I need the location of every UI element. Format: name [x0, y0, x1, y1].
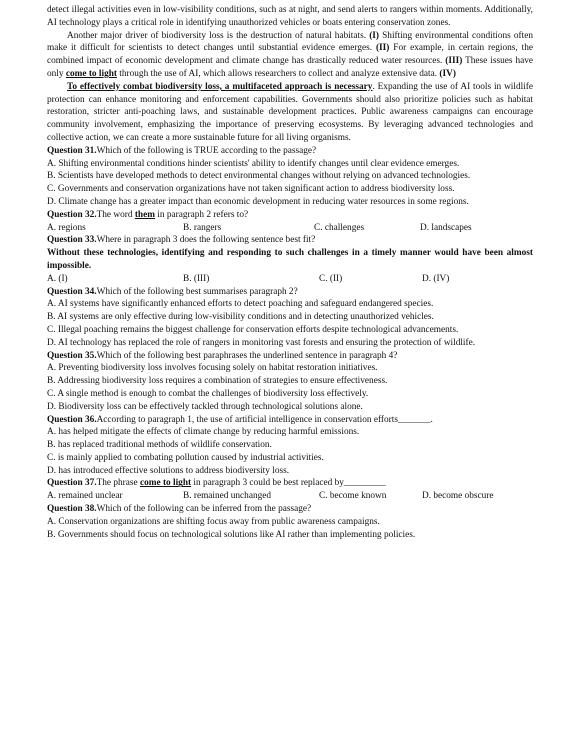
q33-option-d[interactable]: D. (IV)	[422, 273, 450, 284]
q37-option-d[interactable]: D. become obscure	[422, 491, 494, 502]
q38-option-b[interactable]: B. Governments should focus on technological solutions like AI rather than implementing policies.	[47, 529, 416, 540]
question-34-number: Question 34.	[47, 286, 97, 297]
q32-option-a[interactable]: A. regions	[47, 222, 86, 233]
q31-option-a[interactable]: A. Shifting environmental conditions hinder scientists' ability to identify changes until clear evidence emerges.	[47, 158, 460, 169]
paragraph-3	[47, 81, 533, 145]
q32-option-b[interactable]: B. rangers	[183, 222, 222, 233]
q32-option-c[interactable]: C. challenges	[314, 222, 365, 233]
question-38-number: Question 38.	[47, 504, 97, 515]
q34-option-d[interactable]: D. AI technology has replaced the role of rangers in monitoring vast forests and ensuring the protection of wildlife.	[47, 337, 476, 348]
underlined-phrase: come to light	[65, 68, 117, 79]
q32-option-d[interactable]: D. landscapes	[420, 222, 472, 233]
p2-text-c: For example, in certain regions, the combined impact of economic development and climate change has drastically reduced water resources.	[47, 43, 533, 67]
q37-option-c[interactable]: C. become known	[319, 491, 387, 502]
q31-option-c[interactable]: C. Governments and conservation organizations have not taken significant action to address biodiversity loss.	[47, 184, 455, 195]
paragraph-1-end: detect illegal activities even in low-visibility conditions, such as at night, and send alerts to rangers within moments. Additionally, AI technology plays a critical role in identifying unauthorized vehicles or boats entering conservation zones.	[47, 5, 533, 28]
q33-options	[47, 273, 533, 286]
q38-option-a[interactable]: A. Conservation organizations are shifting focus away from public awareness campaigns.	[47, 516, 380, 527]
q36-option-c[interactable]: C. is mainly applied to combating pollution caused by industrial activities.	[47, 452, 324, 463]
p2-text-a: Another major driver of biodiversity loss is the destruction of natural habitats.	[67, 30, 370, 41]
q34-option-a[interactable]: A. AI systems have significantly enhanced efforts to detect poaching and safeguard endangered species.	[47, 299, 434, 310]
question-31-number: Question 31.	[47, 145, 97, 156]
p3-text-rest: . Expanding the use of AI tools in wildlife protection can enhance monitoring and enforcement capabilities. Governments should also prioritize policies such as habitat restoration, stricter anti-poaching laws, and sustainable development practices. Public awareness campaigns can encourage community involvement, emphasizing the importance of preserving ecosystems. By leveraging advanced technologies and collective action, we can create a more sustainable future for all living organisms.	[47, 81, 533, 143]
q33-option-a[interactable]: A. (I)	[47, 273, 68, 284]
question-32-stem-b: in paragraph 2 refers to?	[154, 209, 249, 220]
question-35-number: Question 35.	[47, 350, 97, 361]
p2-text-b: Shifting environmental conditions often make it difficult for scientists to detect changes until substantial evidence emerges.	[47, 30, 534, 54]
q37-option-a[interactable]: A. remained unclear	[47, 491, 123, 502]
q35-option-b[interactable]: B. Addressing biodiversity loss requires a combination of strategies to ensure effectiveness.	[47, 376, 388, 387]
question-37-stem-b: in paragraph 3 could be best replaced by_________	[191, 478, 386, 489]
q37-option-b[interactable]: B. remained unchanged	[183, 491, 272, 502]
question-31-stem: Which of the following is TRUE according to the passage?	[96, 145, 317, 156]
q36-option-b[interactable]: B. has replaced traditional methods of wildlife conservation.	[47, 440, 272, 451]
q35-option-a[interactable]: A. Preventing biodiversity loss involves focusing solely on habitat restoration initiatives.	[47, 363, 378, 374]
question-37-number: Question 37.	[47, 478, 97, 489]
marker-iii: (III)	[445, 56, 463, 67]
q34-option-c[interactable]: C. Illegal poaching remains the biggest challenge for conservation efforts despite technological advancements.	[47, 324, 459, 335]
q34-option-b[interactable]: B. AI systems are only effective during low-visibility conditions and in detecting unauthorized vehicles.	[47, 312, 434, 323]
question-36	[47, 414, 533, 427]
q37-options	[47, 490, 533, 503]
question-37-stem-a: The phrase	[96, 478, 140, 489]
marker-ii: (II)	[375, 43, 390, 54]
question-36-number: Question 36.	[47, 414, 97, 425]
q31-option-b[interactable]: B. Scientists have developed methods to detect environmental changes without relying on advanced technologies.	[47, 171, 471, 182]
paragraph-2	[47, 30, 533, 81]
marker-i: (I)	[369, 30, 379, 41]
question-35-stem: Which of the following best paraphrases the underlined sentence in paragraph 4?	[96, 350, 398, 361]
question-34-stem: Which of the following best summarises paragraph 2?	[96, 286, 298, 297]
question-38	[47, 503, 533, 516]
question-36-stem: According to paragraph 1, the use of artificial intelligence in conservation efforts_______.	[96, 414, 433, 425]
question-34	[47, 286, 533, 299]
question-37	[47, 477, 533, 490]
q31-option-d[interactable]: D. Climate change has a greater impact than economic development in reducing water resources in some regions.	[47, 196, 469, 207]
question-32-stem-a: The word	[96, 209, 135, 220]
question-32	[47, 209, 533, 222]
marker-iv: (IV)	[439, 68, 456, 79]
question-31	[47, 145, 533, 158]
question-32-number: Question 32.	[47, 209, 97, 220]
question-32-word: them	[134, 209, 155, 220]
q33-option-b[interactable]: B. (III)	[183, 273, 210, 284]
q32-options	[47, 222, 533, 235]
question-35	[47, 350, 533, 363]
q35-option-d[interactable]: D. Biodiversity loss can be effectively tackled through technological solutions alone.	[47, 401, 363, 412]
p2-text-d: These issues have only	[47, 56, 534, 79]
question-37-phrase: come to light	[139, 478, 192, 489]
p2-text-e: through the use of AI, which allows researchers to collect and analyze extensive data.	[116, 68, 440, 79]
question-33	[47, 234, 533, 247]
q36-option-a[interactable]: A. has helped mitigate the effects of climate change by reducing harmful emissions.	[47, 427, 360, 438]
question-33-stem: Where in paragraph 3 does the following sentence best fit?	[96, 235, 316, 246]
question-38-stem: Which of the following can be inferred from the passage?	[96, 504, 312, 515]
q35-option-c[interactable]: C. A single method is enough to combat the challenges of biodiversity loss effectively.	[47, 388, 369, 399]
question-33-number: Question 33.	[47, 235, 97, 246]
question-33-sentence: Without these technologies, identifying and responding to such challenges in a timely manner would have been almost impossible.	[47, 248, 533, 271]
q33-option-c[interactable]: C. (II)	[319, 273, 343, 284]
q36-option-d[interactable]: D. has introduced effective solutions to address biodiversity loss.	[47, 465, 290, 476]
underlined-sentence: To effectively combat biodiversity loss, a multifaceted approach is necessary	[67, 81, 373, 92]
